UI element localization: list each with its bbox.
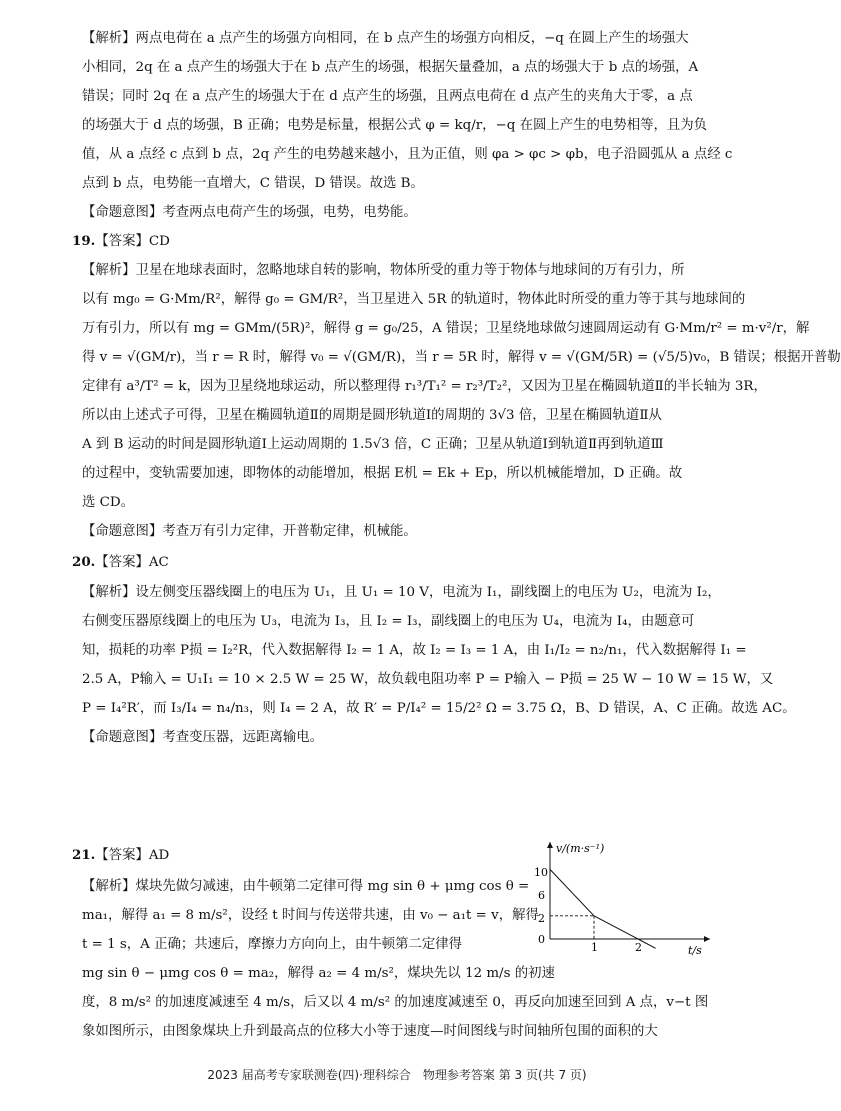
q21-line: 【解析】煤块先做匀减速，由牛顿第二定律可得 mg sin θ + μmg cos θ = [82,879,530,894]
q19-answer-text: 【答案】CD [95,234,170,249]
q20-line: P = I₄²R′，而 I₃/I₄ = n₄/n₃，则 I₄ = 2 A，故 R′ = P/I₄² = 15/2² Ω = 3.75 Ω，B、D 错误，A、C 正确。故选 AC。 [82,701,796,716]
q19-number: 19. [72,233,96,249]
q19-line: 【解析】卫星在地球表面时，忽略地球自转的影响，物体所受的重力等于物体与地球间的万有引力，所 [82,263,685,278]
q21-line: mg sin θ − μmg cos θ = ma₂，解得 a₂ = 4 m/s²，煤块先以 12 m/s 的初速 [82,966,555,981]
q19-line: 得 v = √(GM/r)，当 r = R 时，解得 v₀ = √(GM/R)，当 r = 5R 时，解得 v = √(GM/5R) = (√5/5)v₀，B 错误；根据开普勒 [82,350,841,365]
q21-answer-text: 【答案】AD [95,848,170,863]
v-axis-label: v/(m·s⁻¹) [556,842,605,855]
q18-line: 小相同，2q 在 a 点产生的场强大于在 b 点产生的场强，根据矢量叠加，a 点的场强大于 b 点的场强，A [82,60,699,75]
y-tick-6: 6 [538,889,545,902]
q20-analysis [82,578,796,752]
q18-line: 值，从 a 点经 c 点到 b 点，2q 产生的电势越来越小，且为正值，则 φa > φc > φb，电子沿圆弧从 a 点经 c [82,147,733,162]
q18-line: 点到 b 点，电势能一直增大，C 错误，D 错误。故选 B。 [82,176,424,191]
x-tick-2: 2 [635,941,642,954]
x-tick-1: 1 [591,941,598,954]
page-footer: 2023 届高考专家联测卷(四)·理科综合 物理参考答案 第 3 页(共 7 页) [207,1068,587,1082]
t-axis-label: t/s [688,944,702,957]
vt-graph [530,836,720,956]
q21-line: ma₁，解得 a₁ = 8 m/s²，设经 t 时间与传送带共速，由 v₀ − a₁t = v，解得 [82,908,539,923]
q19-line: 万有引力，所以有 mg = GMm/(5R)²，解得 g = g₀/25，A 错误；卫星绕地球做匀速圆周运动有 G·Mm/r² = m·v²/r，解 [82,321,810,336]
q18-line: 的场强大于 d 点的场强，B 正确；电势是标量，根据公式 φ = kq/r，−q 在圆上产生的电势相等，且为负 [82,118,708,133]
q19-line: 【命题意图】考查万有引力定律，开普勒定律，机械能。 [82,524,417,539]
q19-line: 以有 mg₀ = G·Mm/R²，解得 g₀ = GM/R²，当卫星进入 5R 的轨道时，物体此时所受的重力等于其与地球间的 [82,292,746,307]
y-tick-0: 0 [538,933,545,946]
y-tick-2: 2 [538,912,545,925]
q21-answer [72,841,170,870]
q21-line: t = 1 s，A 正确；共速后，摩擦力方向向上，由牛顿第二定律得 [82,937,463,952]
q21-analysis-tail [82,988,712,1046]
q21-tail-line: 象如图所示，由图象煤块上升到最高点的位移大小等于速度—时间图线与时间轴所包围的面积的大 [82,1024,658,1039]
q20-line: 【命题意图】考查变压器，远距离输电。 [82,730,324,745]
q20-answer [72,548,169,577]
q19-line: 所以由上述式子可得，卫星在椭圆轨道Ⅱ的周期是圆形轨道Ⅰ的周期的 3√3 倍，卫星在椭圆轨道Ⅱ从 [82,408,662,423]
q21-number: 21. [72,847,96,863]
q18-line: 【解析】两点电荷在 a 点产生的场强方向相同，在 b 点产生的场强方向相反，−q 在圆上产生的场强大 [82,31,689,46]
q20-line: 【解析】设左侧变压器线圈上的电压为 U₁，且 U₁ = 10 V，电流为 I₁，副线圈上的电压为 U₂，电流为 I₂， [82,585,721,600]
q19-analysis [82,256,841,546]
q19-line: 定律有 a³/T² = k，因为卫星绕地球运动，所以整理得 r₁³/T₁² = r₂³/T₂²，又因为卫星在椭圆轨道Ⅱ的半长轴为 3R， [82,379,767,394]
q20-line: 知，损耗的功率 P损 = I₂²R，代入数据解得 I₂ = 1 A，故 I₂ = I₃ = 1 A，由 I₁/I₂ = n₂/n₁，代入数据解得 I₁ = [82,643,747,658]
q18-line: 【命题意图】考查两点电荷产生的场强，电势，电势能。 [82,205,417,220]
q18-line: 错误；同时 2q 在 a 点产生的场强大于在 d 点产生的场强，且两点电荷在 d 点产生的夹角大于零，a 点 [82,89,693,104]
q20-answer-text: 【答案】AC [95,555,169,570]
q18-analysis [82,24,733,227]
q19-answer [72,227,170,256]
q21-tail-line: 度，8 m/s² 的加速度减速至 4 m/s，后又以 4 m/s² 的加速度减速至 0，再反向加速至回到 A 点，v−t 图 [82,995,709,1010]
q20-number: 20. [72,554,96,570]
y-tick-10: 10 [534,866,548,879]
q20-line: 2.5 A，P输入 = U₁I₁ = 10 × 2.5 W = 25 W，故负载电阻功率 P = P输入 − P损 = 25 W − 10 W = 15 W，又 [82,672,774,687]
q20-line: 右侧变压器原线圈上的电压为 U₃，电流为 I₃，且 I₂ = I₃，副线圈上的电压为 U₄，电流为 I₄，由题意可 [82,614,695,629]
q19-line: 选 CD。 [82,495,135,510]
q19-line: A 到 B 运动的时间是圆形轨道Ⅰ上运动周期的 1.5√3 倍，C 正确；卫星从轨道Ⅰ到轨道Ⅱ再到轨道Ⅲ [82,437,664,452]
q19-line: 的过程中，变轨需要加速，即物体的动能增加，根据 E机 = Ek + Ep，所以机械能增加，D 正确。故 [82,466,683,481]
